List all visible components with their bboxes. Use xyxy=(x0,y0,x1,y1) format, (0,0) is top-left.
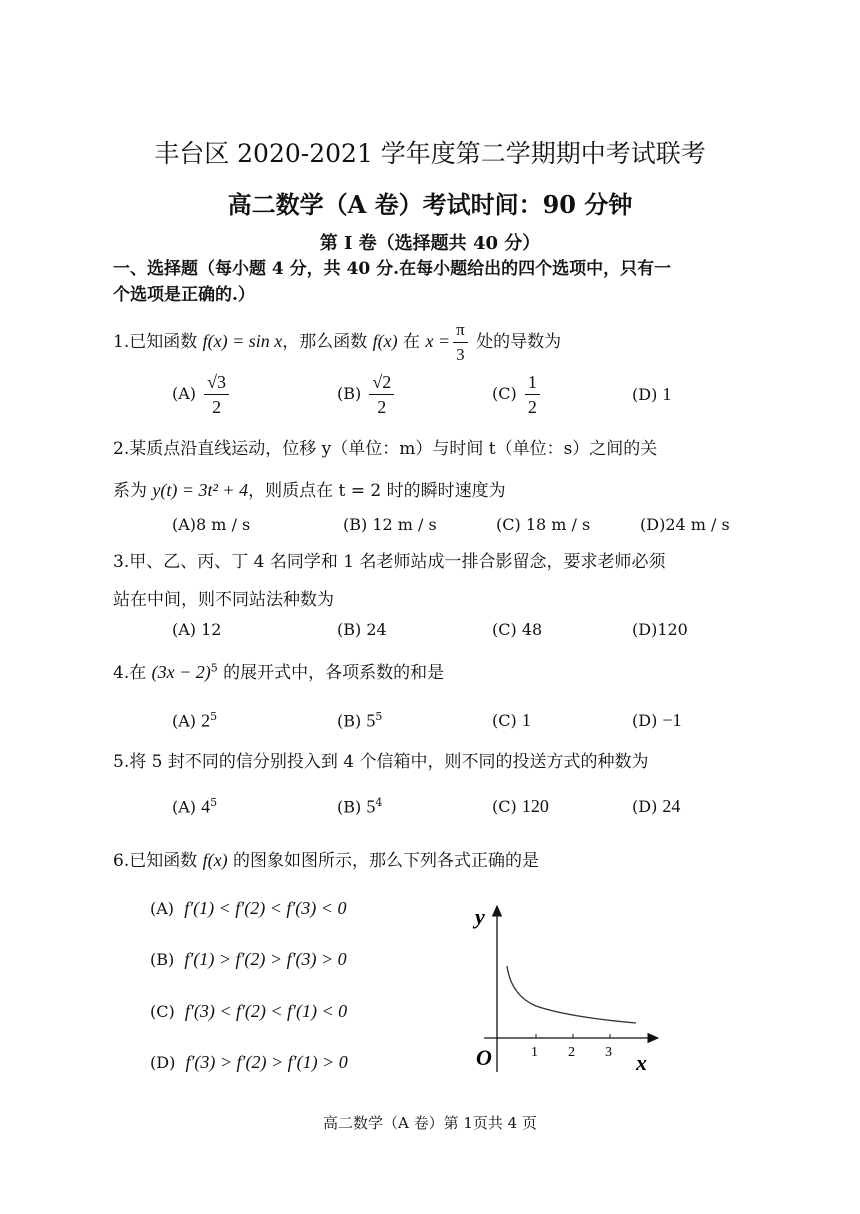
q2-option-c: (C) 18 m / s xyxy=(496,515,591,534)
q3-option-c: (C) 48 xyxy=(492,620,543,639)
q1-option-d: (D) 1 xyxy=(632,384,672,404)
question-3-line1: 3.甲、乙、丙、丁 4 名同学和 1 名老师站成一排合影留念，要求老师必须 xyxy=(113,552,666,572)
question-5: 5.将 5 封不同的信分别投入到 4 个信箱中，则不同的投送方式的种数为 xyxy=(113,752,649,772)
q1-option-a: (A) $\frac{√3}{2}$ xyxy=(172,370,232,419)
q1-option-c: (C) $\frac{1}{2}$ xyxy=(492,370,543,419)
q6-option-b: (B) f′(1) > f′(2) > f′(3) > 0 xyxy=(150,949,347,969)
tick-1: 1 xyxy=(531,1045,538,1060)
q2-option-d: (D)24 m / s xyxy=(640,515,730,534)
section-instructions-line2: 个选项是正确的.） xyxy=(113,285,255,305)
q2-option-b: (B) 12 m / s xyxy=(343,515,437,534)
part-title: 第 I 卷（选择题共 40 分） xyxy=(319,233,541,254)
exam-title: 丰台区 2020-2021 学年度第二学期期中考试联考 xyxy=(154,139,706,168)
question-4: 4.在 $(3x - 2)^5$ 的展开式中，各项系数的和是 xyxy=(113,661,445,683)
q2-option-a: (A)8 m / s xyxy=(172,515,251,534)
q1-function: f(x) = sin x xyxy=(202,331,283,351)
question-2-line1: 2.某质点沿直线运动，位移 y（单位：m）与时间 t（单位：s）之间的关 xyxy=(113,439,658,459)
q5-option-b: (B) $5^4$ xyxy=(337,796,383,817)
y-axis-label: y xyxy=(475,904,485,929)
q4-option-a: (A) $2^5$ xyxy=(172,710,218,731)
question-1: 1.已知函数 f(x) = sin x，那么函数 f(x) 在 x = $\frac{\pi}{3}$ 处的导数为 xyxy=(113,318,561,367)
q6-function-graph xyxy=(462,900,662,1080)
q2-formula: y(t) = 3t² + 4 xyxy=(152,480,249,500)
q4-option-c: (C) 1 xyxy=(492,710,531,730)
q6-option-c: (C) f′(3) < f′(2) < f′(1) < 0 xyxy=(150,1001,348,1021)
x-axis-label: x xyxy=(636,1050,647,1075)
tick-3: 3 xyxy=(605,1045,612,1060)
function-curve xyxy=(507,966,636,1023)
section-instructions-line1: 一、选择题（每小题 4 分，共 40 分.在每小题给出的四个选项中，只有一 xyxy=(113,259,672,279)
q5-option-d: (D) 24 xyxy=(632,796,681,816)
q6-option-d: (D) f′(3) > f′(2) > f′(1) > 0 xyxy=(150,1052,348,1072)
origin-label: O xyxy=(476,1045,492,1070)
q1-pi-over-3: $\frac{\pi}{3}$ xyxy=(453,318,468,367)
exam-subtitle: 高二数学（A 卷）考试时间：90 分钟 xyxy=(227,190,633,219)
q4-expression: (3x − 2) xyxy=(151,662,211,682)
question-6: 6.已知函数 f(x) 的图象如图所示，那么下列各式正确的是 xyxy=(113,850,540,871)
question-3-line2: 站在中间，则不同站法种数为 xyxy=(113,590,334,610)
q4-option-b: (B) $5^5$ xyxy=(337,710,383,731)
q3-option-a: (A) 12 xyxy=(172,620,222,639)
q1-option-b: (B) $\frac{√2}{2}$ xyxy=(337,370,397,419)
q5-option-a: (A) $4^5$ xyxy=(172,796,218,817)
q3-option-d: (D)120 xyxy=(632,620,688,639)
q4-option-d: (D) −1 xyxy=(632,710,682,730)
page-footer: 高二数学（A 卷）第 1页共 4 页 xyxy=(323,1114,537,1132)
q5-option-c: (C) 120 xyxy=(492,796,549,816)
q3-option-b: (B) 24 xyxy=(337,620,387,639)
q6-option-a: (A) f′(1) < f′(2) < f′(3) < 0 xyxy=(150,898,347,918)
question-2-line2: 系为 y(t) = 3t² + 4，则质点在 t = 2 时的瞬时速度为 xyxy=(113,480,506,501)
tick-2: 2 xyxy=(568,1045,575,1060)
